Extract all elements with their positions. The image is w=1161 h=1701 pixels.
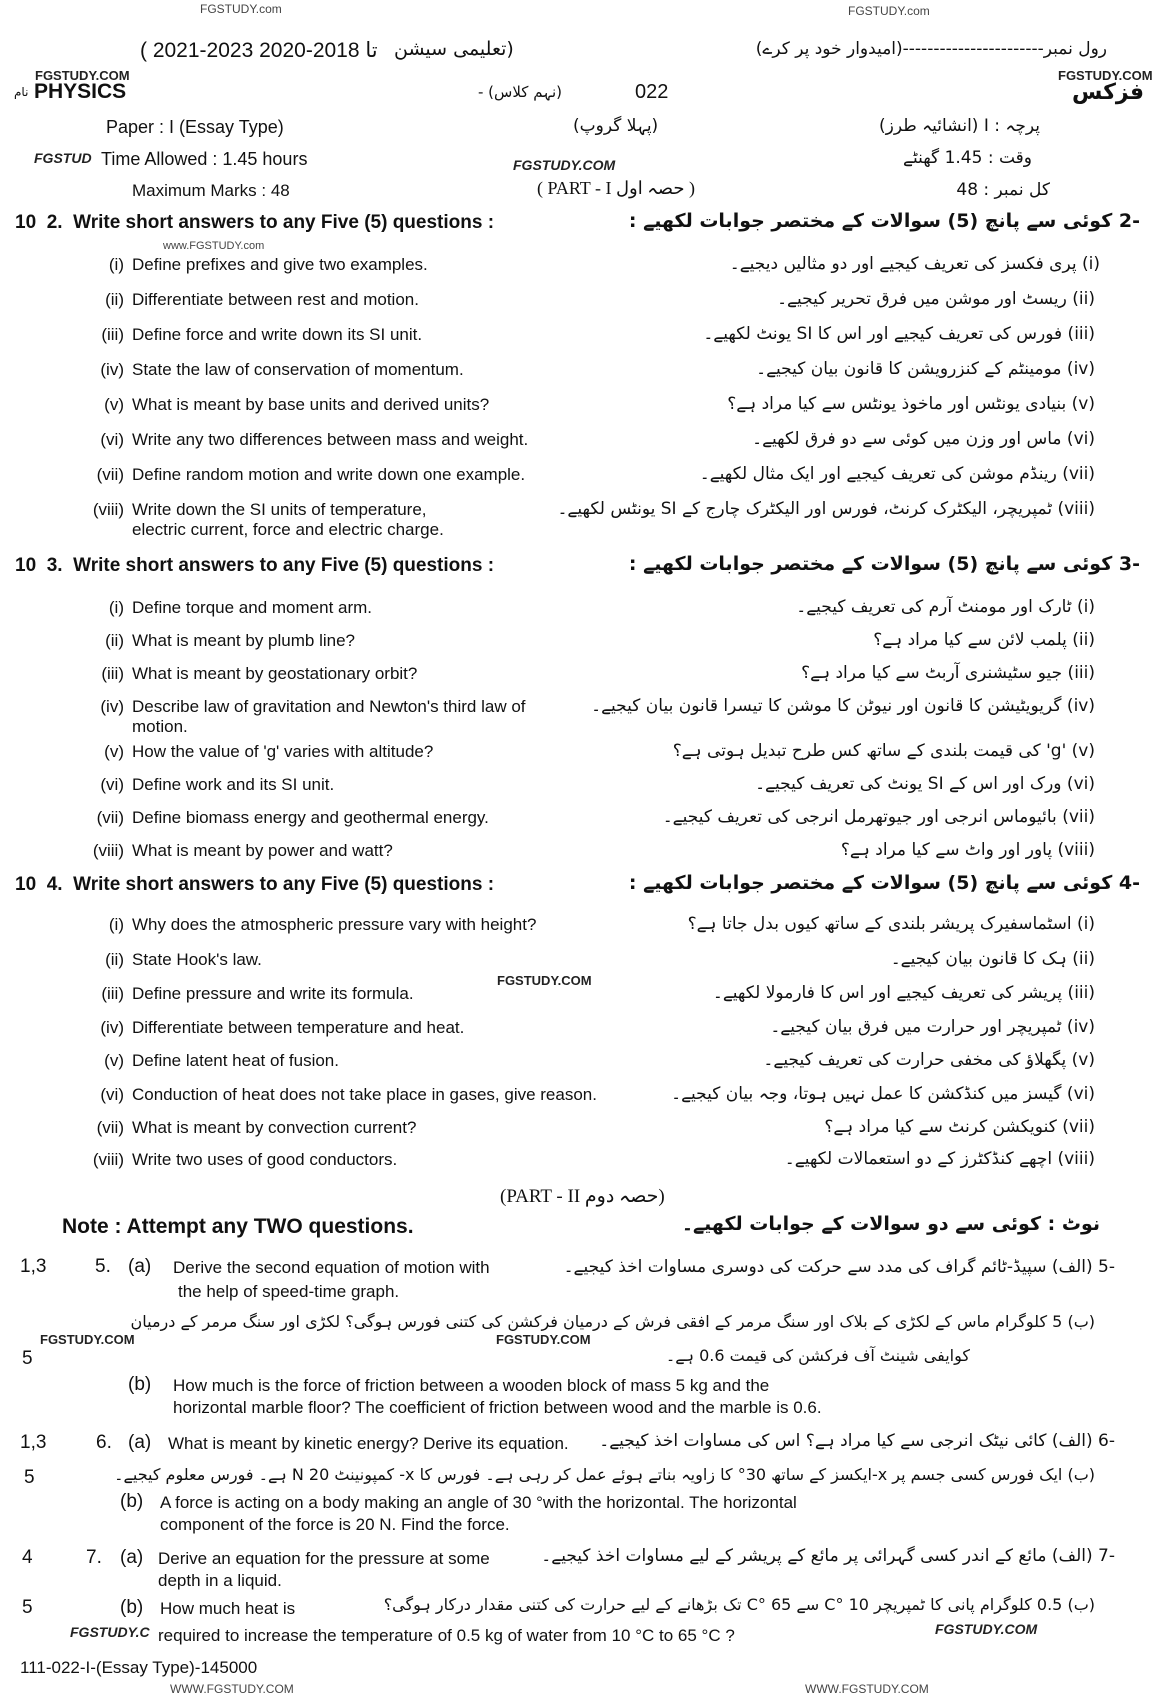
watermark-www: www.FGSTUDY.com: [163, 240, 265, 252]
question-item-ur: (vi) ماس اور وزن میں کوئی سے دو فرق لکھیے۔: [752, 429, 1095, 449]
question-text: How much heat is: [160, 1599, 296, 1618]
section-4-heading-ur: -4 کوئی سے پانچ (5) سوالات کے مختصر جوابات لکھیے :: [628, 872, 1140, 894]
question-item-ur: (vi) ورک اور اس کے SI یونٹ کی تعریف کیجیے۔: [755, 774, 1095, 794]
part-label: (b): [120, 1597, 144, 1618]
part-label: (a): [120, 1547, 144, 1568]
watermark-top-right: FGSTUDY.com: [848, 4, 930, 18]
question-text-cont: depth in a liquid.: [158, 1571, 282, 1590]
paper-type: Paper : I (Essay Type): [106, 117, 284, 137]
part-two-note-ur: نوٹ : کوئی سے دو سوالات کے جوابات لکھیے۔: [681, 1213, 1100, 1235]
marks: 5: [24, 1467, 35, 1488]
question-item: (viii) Write two uses of good conductors.: [92, 1150, 398, 1169]
question-text-cont: the help of speed-time graph.: [178, 1282, 400, 1301]
class-code: 022: [635, 81, 669, 103]
maximum-marks: Maximum Marks : 48: [132, 181, 290, 200]
question-item-ur: (vii) رینڈم موشن کی تعریف کیجیے اور ایک مثال لکھیے۔: [699, 464, 1095, 484]
question-item-ur: (iii) پریشر کی تعریف کیجیے اور اس کا فارمولا لکھیے۔: [712, 983, 1095, 1003]
session-years: ( 2021-2023 ﺗﺎ 2018-2020: [140, 39, 378, 62]
watermark-top-left: FGSTUDY.com: [200, 2, 282, 16]
question-text-ur: -6 (الف) کائی نیٹک انرجی سے کیا مراد ہے؟ اس کی مساوات اخذ کیجیے۔: [599, 1431, 1115, 1451]
maximum-marks-ur: کل نمبر : 48: [956, 180, 1050, 200]
question-text: Derive an equation for the pressure at some: [158, 1549, 490, 1568]
question-item-ur: (v) 'g' کی قیمت بلندی کے ساتھ کس طرح تبدیل ہوتی ہے؟: [672, 741, 1095, 761]
question-item-ur: (i) پری فکسز کی تعریف کیجیے اور دو مثالیں دیجیے۔: [729, 254, 1100, 274]
question-text-ur-b-cont: کوایفی شینٹ آف فرکشن کی قیمت 0.6 ہے۔: [665, 1346, 970, 1365]
question-item-cont: motion.: [132, 717, 188, 736]
question-item: (v) What is meant by base units and derived units?: [104, 395, 490, 414]
question-item-ur: (ii) پلمب لائن سے کیا مراد ہے؟: [873, 630, 1095, 650]
question-item-ur: (viii) ٹمپریچر، الیکٹرک کرنٹ، فورس اور الیکٹرک چارج کے SI یونٹس لکھیے۔: [557, 499, 1095, 519]
watermark-right: FGSTUDY.COM: [1058, 68, 1153, 83]
section-title: Write short answers to any Five (5) questions :: [73, 212, 495, 233]
question-item: (ii) State Hook's law.: [105, 950, 262, 969]
question-item-ur: (ii) ہک کا قانون بیان کیجیے۔: [890, 949, 1095, 969]
question-item-ur: (vii) بائیوماس انرجی اور جیوتھرمل انرجی کی تعریف کیجیے۔: [662, 807, 1095, 827]
question-text: What is meant by kinetic energy? Derive its equation.: [168, 1434, 569, 1453]
question-number: 7.: [86, 1547, 102, 1568]
question-item-ur: (iii) فورس کی تعریف کیجیے اور اس کا SI یونٹ لکھیے۔: [703, 324, 1095, 344]
question-text-cont: required to increase the temperature of 0.5 kg of water from 10 °C to 65 °C ?: [158, 1626, 735, 1645]
marks: 4: [22, 1547, 33, 1568]
question-text-ur-b: (ب) 0.5 کلوگرام پانی کا ٹمپریچر 10 °C سے 65 °C تک بڑھانے کے لیے حرارت کی کتنی مقدار درکار ہوگی؟: [383, 1595, 1095, 1614]
part-two-note: Note : Attempt any TWO questions.: [62, 1215, 414, 1238]
question-text: A force is acting on a body making an angle of 30 °with the horizontal. The horizontal: [160, 1493, 797, 1512]
roll-number-field[interactable]: رول نمبر-----------------------(امیدوار خود پر کرے): [755, 39, 1107, 59]
question-item: (v) Define latent heat of fusion.: [104, 1051, 339, 1070]
question-item-ur: (iii) جیو سٹیشنری آربٹ سے کیا مراد ہے؟: [801, 663, 1095, 683]
question-text-ur-b: (ب) ایک فورس کسی جسم پر x-ایکسز کے ساتھ 30° کا زاویہ بناتے ہوئے عمل کر رہی ہے۔ فورس کا x- کمپونینٹ 20 N ہے۔ فورس معلوم کیجیے۔: [114, 1465, 1095, 1484]
question-number: 5.: [95, 1256, 111, 1277]
marks: 5: [22, 1597, 33, 1618]
watermark-time: FGSTUD: [34, 150, 92, 166]
watermark-left: FGSTUDY.COM: [35, 68, 130, 83]
part-label: (a): [128, 1432, 152, 1453]
watermark-bottom-right: WWW.FGSTUDY.COM: [805, 1682, 929, 1696]
watermark-left-2: FGSTUDY.COM: [40, 1332, 135, 1347]
question-text-cont: component of the force is 20 N. Find the force.: [160, 1515, 510, 1534]
question-item-ur: (ii) ریسٹ اور موشن میں فرق تحریر کیجیے۔: [777, 289, 1095, 309]
question-item: (iv) Differentiate between temperature and heat.: [100, 1018, 465, 1037]
section-number: 2.: [46, 212, 63, 233]
subject-title: PHYSICS: [34, 80, 127, 103]
watermark-center: FGSTUDY.COM: [513, 157, 616, 173]
watermark-mid: FGSTUDY.COM: [497, 973, 592, 988]
section-3-heading-ur: -3 کوئی سے پانچ (5) سوالات کے مختصر جوابات لکھیے :: [628, 553, 1140, 575]
marks: 1,3: [20, 1432, 47, 1453]
question-item: (ii) What is meant by plumb line?: [105, 631, 355, 650]
question-item: (vii) What is meant by convection current?: [96, 1118, 417, 1137]
marks: 1,3: [20, 1256, 47, 1277]
question-text-ur-b: (ب) 5 کلوگرام ماس کے لکڑی کے بلاک اور سنگ مرمر کے افقی فرش کے درمیان فرکشن کی کتنی فورس ہوگی؟ لکڑی اور سنگ مرمر کے درمیان: [130, 1312, 1095, 1331]
part-label: (a): [128, 1256, 152, 1277]
question-item: (iii) Define force and write down its SI unit.: [101, 325, 423, 344]
question-item: (viii) What is meant by power and watt?: [92, 841, 393, 860]
question-text-cont: horizontal marble floor? The coefficient of friction between wood and the marble is 0.6.: [173, 1398, 822, 1417]
watermark-q7: FGSTUDY.C: [70, 1624, 150, 1640]
marks: 5: [22, 1348, 33, 1369]
section-2-heading-ur: -2 کوئی سے پانچ (5) سوالات کے مختصر جوابات لکھیے :: [628, 210, 1140, 232]
question-item-cont: electric current, force and electric charge.: [132, 520, 444, 539]
question-item: (iv) State the law of conservation of momentum.: [100, 360, 464, 379]
question-item-ur: (i) ٹارک اور مومنٹ آرم کی تعریف کیجیے۔: [796, 597, 1095, 617]
question-item-ur: (viii) اچھے کنڈکٹرز کے دو استعمالات لکھیے۔: [784, 1149, 1095, 1169]
question-text: Derive the second equation of motion with: [173, 1258, 490, 1277]
class-label-ur: (نہم کلاس) -: [478, 83, 563, 101]
question-item: (i) Define prefixes and give two examples.: [108, 255, 428, 274]
watermark-mid-2: FGSTUDY.COM: [496, 1332, 591, 1347]
question-item: (vii) Define biomass energy and geothermal energy.: [96, 808, 489, 827]
question-item-ur: (iv) گریویٹیشن کا قانون اور نیوٹن کا موشن کا تیسرا قانون بیان کیجیے۔: [591, 696, 1095, 716]
question-number: 6.: [96, 1432, 112, 1453]
question-item-ur: (v) بنیادی یونٹس اور ماخوذ یونٹس سے کیا مراد ہے؟: [727, 394, 1095, 414]
question-item: (i) Why does the atmospheric pressure vary with height?: [108, 915, 537, 934]
group-label-ur: (پہلا گروپ): [573, 116, 659, 136]
part-two-label: (PART - II حصہ دوم): [500, 1186, 665, 1207]
time-allowed: Time Allowed : 1.45 hours: [101, 149, 308, 169]
question-item: (vi) Write any two differences between mass and weight.: [100, 430, 529, 449]
question-item-ur: (iv) ٹمپریچر اور حرارت میں فرق بیان کیجیے۔: [770, 1017, 1095, 1037]
part-label: (b): [120, 1491, 144, 1512]
question-item-ur: (iv) مومینٹم کے کنزرویشن کا قانون بیان کیجیے۔: [756, 359, 1095, 379]
question-item-ur: (vii) کنویکشن کرنٹ سے کیا مراد ہے؟: [824, 1117, 1095, 1137]
subject-title-ur: فزکس: [1072, 80, 1144, 105]
paper-code: 111-022-I-(Essay Type)-145000: [20, 1658, 258, 1677]
question-item: (v) How the value of 'g' varies with altitude?: [104, 742, 434, 761]
question-item: (iii) Define pressure and write its formula.: [101, 984, 414, 1003]
question-item-ur: (v) پگھلاؤ کی مخفی حرارت کی تعریف کیجیے۔: [763, 1050, 1095, 1070]
question-text: How much is the force of friction between a wooden block of mass 5 kg and the: [173, 1376, 770, 1395]
question-item: (iv) Describe law of gravitation and Newton's third law of: [100, 697, 526, 716]
question-item: (iii) What is meant by geostationary orbit?: [101, 664, 418, 683]
question-item: (vi) Define work and its SI unit.: [100, 775, 335, 794]
section-marks: 10: [15, 212, 37, 233]
section-4-heading: 10 4. Write short answers to any Five (5) questions :: [15, 874, 495, 895]
question-text-ur: -5 (الف) سپیڈ-ٹائم گراف کی مدد سے حرکت کی دوسری مساوات اخذ کیجیے۔: [563, 1257, 1115, 1277]
section-3-heading: 10 3. Write short answers to any Five (5) questions :: [15, 555, 495, 576]
part-label: (b): [128, 1374, 152, 1395]
paper-type-ur: پرچہ : I (انشائیہ طرز): [879, 116, 1040, 136]
question-item-ur: (i) اسٹماسفیرک پریشر بلندی کے ساتھ کیوں بدل جاتا ہے؟: [687, 914, 1095, 934]
session-label-ur: (تعلیمی سیشن: [394, 38, 514, 60]
question-text-ur: -7 (الف) مائع کے اندر کسی گہرائی پر مائع کے پریشر کے لیے مساوات اخذ کیجیے۔: [541, 1546, 1115, 1566]
question-item-ur: (viii) پاور اور واٹ سے کیا مراد ہے؟: [840, 840, 1095, 860]
question-item: (viii) Write down the SI units of temperature,: [92, 500, 427, 519]
time-allowed-ur: وقت : 1.45 گھنٹے: [903, 148, 1032, 168]
part-one-label: ( PART - I حصہ اول ): [537, 178, 695, 198]
watermark-bottom-left: WWW.FGSTUDY.COM: [170, 1682, 294, 1696]
question-item: (vi) Conduction of heat does not take place in gases, give reason.: [100, 1085, 597, 1104]
question-item-ur: (vi) گیسز میں کنڈکشن کا عمل نہیں ہوتا، وجہ بیان کیجیے۔: [671, 1084, 1095, 1104]
question-item: (vii) Define random motion and write down one example.: [96, 465, 526, 484]
watermark-right-2: FGSTUDY.COM: [935, 1621, 1038, 1637]
question-item: (ii) Differentiate between rest and motion.: [105, 290, 419, 309]
name-label-ur: نام: [14, 85, 29, 99]
question-item: (i) Define torque and moment arm.: [108, 598, 373, 617]
section-2-heading: [15, 212, 494, 234]
